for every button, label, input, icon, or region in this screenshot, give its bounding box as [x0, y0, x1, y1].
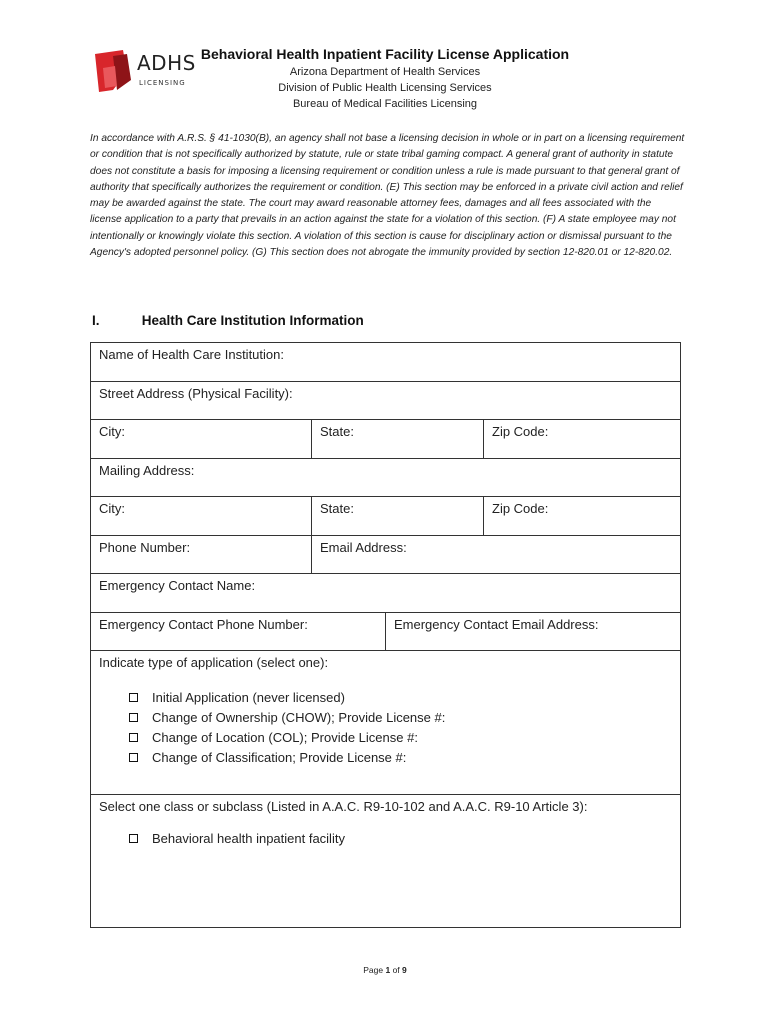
mailing-zip-code-field[interactable]: Zip Code:	[483, 497, 680, 535]
form-row-institution-name	[91, 343, 680, 382]
form-row-mailing-city-state-zip	[91, 497, 680, 536]
form-row-city-state-zip	[91, 420, 680, 459]
email-address-field[interactable]: Email Address:	[311, 536, 680, 574]
org-line-division: Division of Public Health Licensing Services	[278, 82, 492, 94]
checkbox[interactable]	[129, 693, 138, 702]
phone-number-field[interactable]: Phone Number:	[99, 539, 191, 555]
page-number: Page 1 of 9	[363, 965, 407, 975]
section-title: Health Care Institution Information	[141, 313, 364, 328]
institution-name-field[interactable]: Name of Health Care Institution:	[99, 347, 284, 362]
mailing-city-field[interactable]: City:	[99, 501, 125, 516]
logo-text: ADHS	[137, 51, 196, 75]
street-address-field[interactable]: Street Address (Physical Facility):	[99, 385, 293, 401]
legal-disclaimer: In accordance with A.R.S. § 41-1030(B), an agency shall not base a licensing decision in whole or in part on a licensing requirement or condition that is not specifically authorized by statute, rule or state tribal gaming compact. A general grant of authority in statute does not constitute a basis for imposing a licensing requirement or condition unless a rule is made pursuant to that general grant of authority that specifically authorizes the requirement or condition. (E) This section may be enforced in a private civil action and relief may be awarded against the state. The court may award reasonable attorney fees, damages and all fees associated with the license application to a party that prevails in an action against the state for a violation of this section. (F) A state employee may not intentionally or knowingly violate this section. A violation of this section is cause for disciplinary action or dismissal pursuant to the Agency's adopted personnel policy. (G) This section does not abrogate the immunity provided by section 12-820.01 or 12-820.02.	[90, 133, 685, 259]
option-change-of-location[interactable]: Change of Location (COL); Provide License #:	[129, 727, 672, 747]
option-change-of-classification[interactable]: Change of Classification; Provide License #:	[129, 747, 672, 767]
city-field[interactable]: City:	[99, 424, 125, 439]
emergency-contact-name-field[interactable]: Emergency Contact Name:	[99, 578, 256, 593]
option-initial-application[interactable]: Initial Application (never licensed)	[129, 687, 672, 707]
zip-code-field[interactable]: Zip Code:	[483, 420, 680, 458]
form-row-class-selection	[91, 795, 680, 927]
option-behavioral-health-inpatient[interactable]: Behavioral health inpatient facility	[129, 828, 672, 848]
mailing-state-field[interactable]: State:	[311, 497, 483, 535]
section-number: I.	[92, 313, 100, 328]
class-options	[99, 828, 672, 848]
org-line-bureau: Bureau of Medical Facilities Licensing	[292, 98, 478, 110]
org-line-department: Arizona Department of Health Services	[289, 66, 481, 78]
form-row-phone-email	[91, 536, 680, 575]
mailing-address-field[interactable]: Mailing Address:	[99, 462, 195, 478]
class-selection-label: Select one class or subclass (Listed in A.A.C. R9-10-102 and A.A.C. R9-10 Article 3):	[99, 799, 588, 814]
form-row-mailing-address	[91, 459, 680, 498]
form-row-street-address	[91, 382, 680, 421]
logo-subtext: LICENSING	[139, 79, 186, 87]
application-type-options	[99, 687, 672, 767]
page-title: Behavioral Health Inpatient Facility License Application	[200, 46, 570, 62]
form-row-emergency-contact	[91, 613, 680, 652]
form-row-emergency-name	[91, 574, 680, 613]
application-type-label: Indicate type of application (select one):	[99, 655, 329, 670]
option-change-of-ownership[interactable]: Change of Ownership (CHOW); Provide License #:	[129, 707, 672, 727]
section-heading	[92, 313, 364, 328]
emergency-contact-phone-field[interactable]: Emergency Contact Phone Number:	[99, 616, 308, 632]
form-row-application-type	[91, 651, 680, 795]
checkbox[interactable]	[129, 733, 138, 742]
state-field[interactable]: State:	[311, 420, 483, 458]
checkbox[interactable]	[129, 753, 138, 762]
checkbox[interactable]	[129, 834, 138, 843]
checkbox[interactable]	[129, 713, 138, 722]
institution-info-form	[90, 342, 681, 928]
emergency-contact-email-field[interactable]: Emergency Contact Email Address:	[385, 613, 680, 651]
